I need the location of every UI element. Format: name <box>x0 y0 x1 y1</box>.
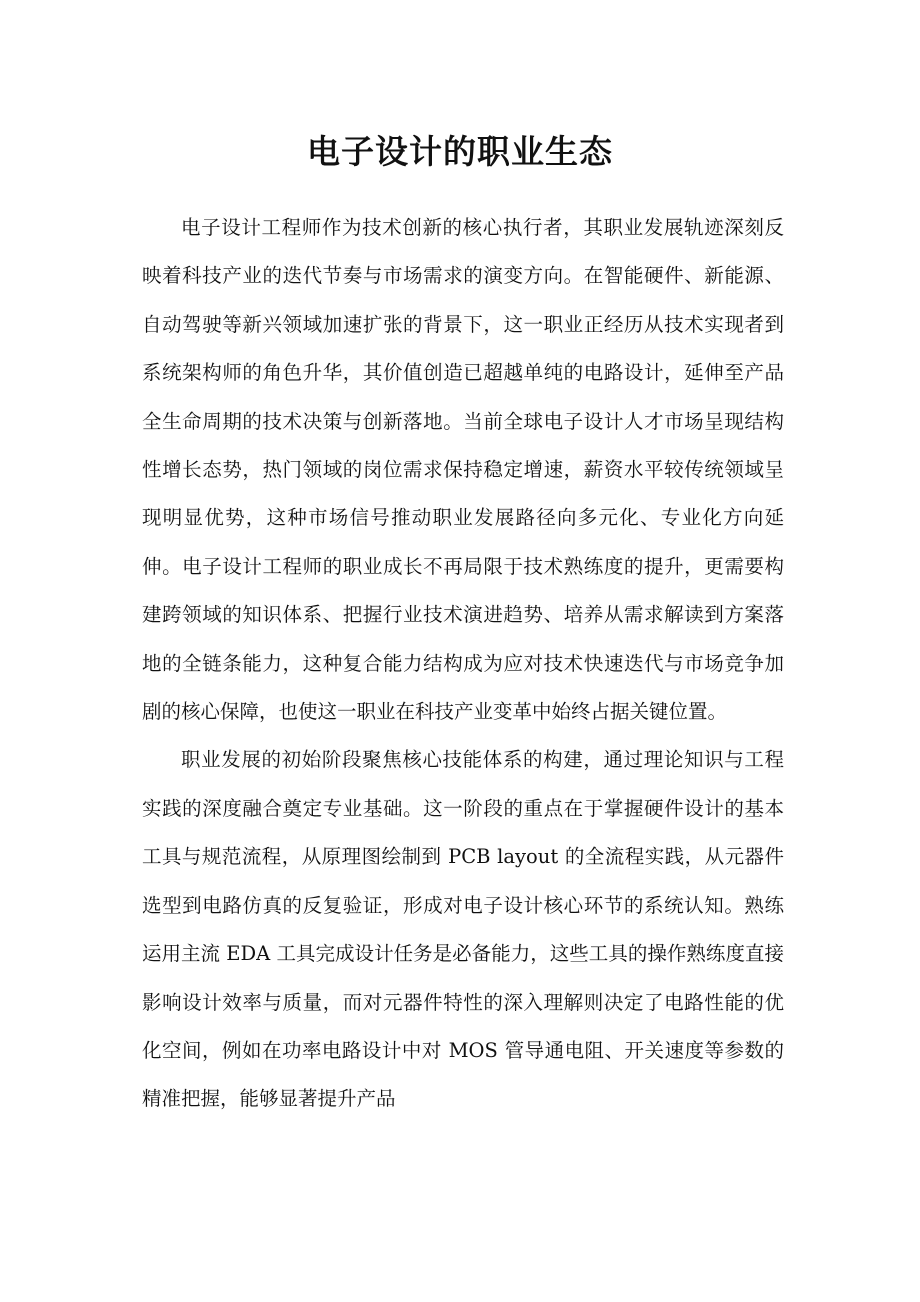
paragraph-2: 职业发展的初始阶段聚焦核心技能体系的构建，通过理论知识与工程实践的深度融合奠定专业基础。这一阶段的重点在于掌握硬件设计的基本工具与规范流程，从原理图绘制到 PCB layout 的全流程实践，从元器件选型到电路仿真的反复验证，形成对电子设计核心环节的系统认知。熟练运用主流 EDA 工具完成设计任务是必备能力，这些工具的操作熟练度直接影响设计效率与质量，而对元器件特性的深入理解则决定了电路性能的优化空间，例如在功率电路设计中对 MOS 管导通电阻、开关速度等参数的精准把握，能够显著提升产品 <box>142 748 784 1111</box>
page-title: 电子设计的职业生态 <box>307 132 613 171</box>
paragraph-1: 电子设计工程师作为技术创新的核心执行者，其职业发展轨迹深刻反映着科技产业的迭代节奏与市场需求的演变方向。在智能硬件、新能源、自动驾驶等新兴领域加速扩张的背景下，这一职业正经历从技术实现者到系统架构师的角色升华，其价值创造已超越单纯的电路设计，延伸至产品全生命周期的技术决策与创新落地。当前全球电子设计人才市场呈现结构性增长态势，热门领域的岗位需求保持稳定增速，薪资水平较传统领域呈现明显优势，这种市场信号推动职业发展路径向多元化、专业化方向延伸。电子设计工程师的职业成长不再局限于技术熟练度的提升，更需要构建跨领域的知识体系、把握行业技术演进趋势、培养从需求解读到方案落地的全链条能力，这种复合能力结构成为应对技术快速迭代与市场竞争加剧的核心保障，也使这一职业在科技产业变革中始终占据关键位置。 <box>142 216 784 724</box>
document-body <box>142 204 784 1124</box>
